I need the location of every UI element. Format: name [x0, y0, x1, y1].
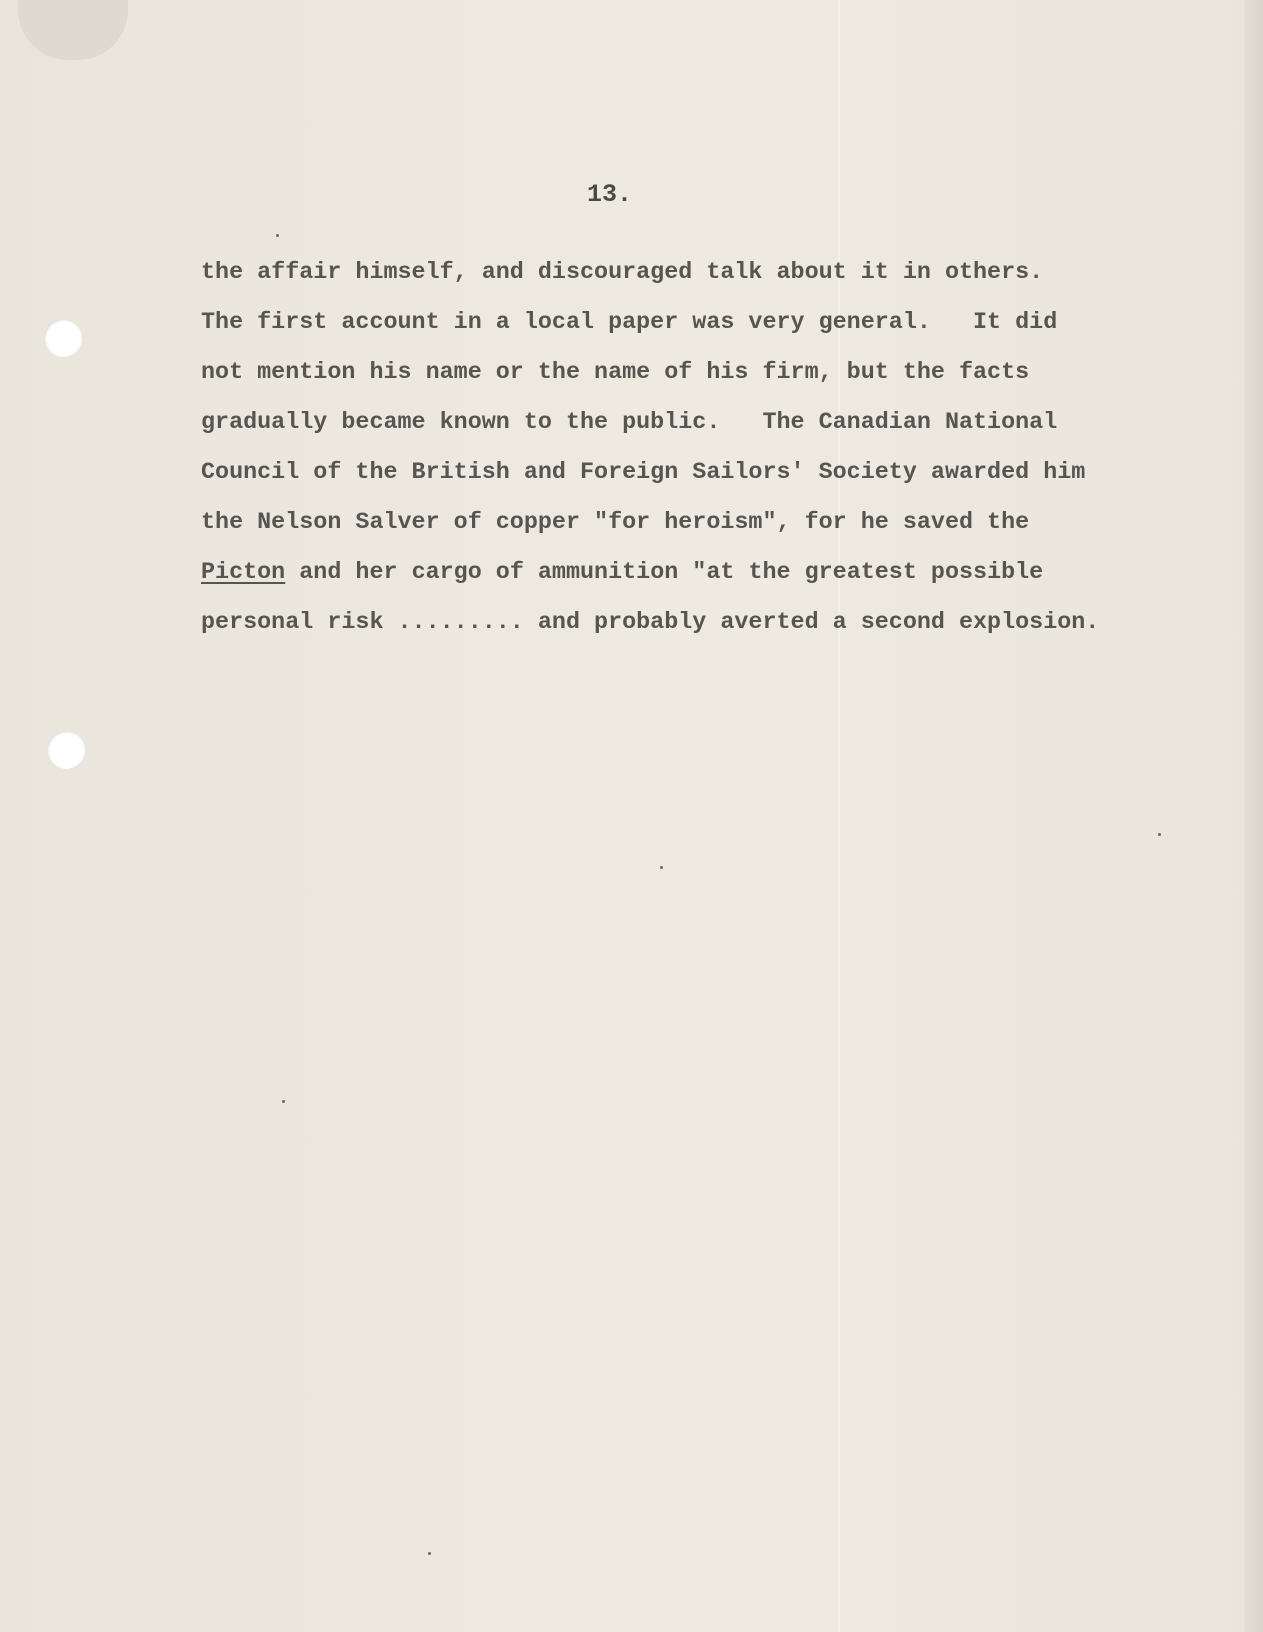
paper-speck: [660, 866, 663, 869]
text-line-5: Council of the British and Foreign Sailors' Society awarded him: [201, 460, 1086, 486]
text-line-7: [201, 555, 1201, 605]
paper-speck: [282, 1100, 285, 1103]
punch-hole-bottom: [47, 731, 85, 769]
paper-speck: [1158, 833, 1161, 836]
text-line-8: personal risk ......... and probably averted a second explosion.: [201, 610, 1100, 636]
paper-speck: [428, 1552, 431, 1555]
paper-speck: [276, 234, 279, 237]
typewritten-paragraph: [201, 255, 1201, 655]
page-edge: [1244, 0, 1263, 1632]
ship-name-underlined: Picton: [201, 560, 286, 586]
page-number: 13.: [587, 180, 633, 209]
corner-smudge: [18, 0, 128, 60]
punch-hole-top: [44, 319, 82, 357]
text-line-2: The first account in a local paper was very general. It did: [201, 310, 1058, 336]
fold-line: [838, 0, 840, 1632]
text-line-6: the Nelson Salver of copper "for heroism", for he saved the: [201, 510, 1030, 536]
text-line-4: gradually became known to the public. The Canadian National: [201, 410, 1058, 436]
text-line-7-rest: and her cargo of ammunition "at the greatest possible: [285, 560, 1044, 586]
text-line-1: the affair himself, and discouraged talk about it in others.: [201, 260, 1044, 286]
text-line-3: not mention his name or the name of his firm, but the facts: [201, 360, 1030, 386]
